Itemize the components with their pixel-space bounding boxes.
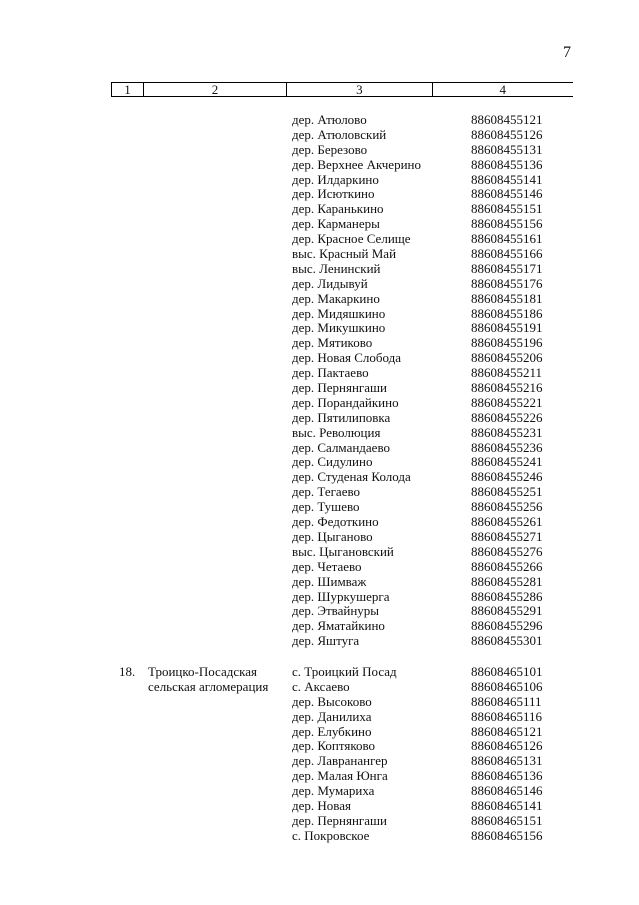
oktmo-code: 88608465101 <box>471 664 543 679</box>
table-row <box>0 127 639 142</box>
table-row <box>0 828 639 843</box>
table-row <box>0 813 639 828</box>
table-row <box>0 410 639 425</box>
table-row <box>0 350 639 365</box>
settlement-name: дер. Тушево <box>292 499 360 515</box>
oktmo-code: 88608455171 <box>471 260 543 276</box>
group-title-line-2: сельская агломерация <box>148 679 269 694</box>
oktmo-code: 88608455151 <box>471 201 543 217</box>
oktmo-code: 88608455121 <box>471 112 543 127</box>
settlement-name: дер. Сидулино <box>292 454 373 470</box>
oktmo-code: 88608455141 <box>471 171 543 187</box>
table-row <box>0 261 639 276</box>
table-row <box>0 783 639 798</box>
oktmo-code: 88608465116 <box>471 708 543 724</box>
settlement-name: дер. Шуркушерга <box>292 588 390 604</box>
table-row <box>0 425 639 440</box>
settlement-name: дер. Новая <box>292 798 351 814</box>
oktmo-code: 88608455136 <box>471 156 543 172</box>
oktmo-code: 88608455156 <box>471 216 543 232</box>
column-header-3: 3 <box>287 83 432 97</box>
settlement-name: дер. Цыганово <box>292 528 373 544</box>
table-row <box>0 454 639 469</box>
table-row <box>0 320 639 335</box>
oktmo-code: 88608455221 <box>471 394 543 410</box>
oktmo-code: 88608465131 <box>471 753 543 769</box>
table-row <box>0 709 639 724</box>
table-row <box>0 738 639 753</box>
settlement-name: дер. Порандайкино <box>292 394 399 410</box>
settlement-name: дер. Студеная Колода <box>292 469 411 485</box>
table-row <box>0 246 639 261</box>
table-row <box>0 724 639 739</box>
table-row <box>0 484 639 499</box>
settlement-name: дер. Исюткино <box>292 186 375 202</box>
column-header-4: 4 <box>432 83 573 97</box>
table-row <box>0 603 639 618</box>
oktmo-code: 88608455256 <box>471 499 543 515</box>
oktmo-code: 88608455276 <box>471 543 543 559</box>
oktmo-code: 88608455196 <box>471 335 543 351</box>
settlement-name: дер. Коптяково <box>292 738 376 754</box>
oktmo-code: 88608465106 <box>471 678 543 694</box>
settlement-name: дер. Мидяшкино <box>292 305 386 321</box>
page-number: 7 <box>563 44 571 61</box>
table-row <box>0 798 639 813</box>
settlement-name: дер. Пернянгаши <box>292 812 388 828</box>
table-row <box>0 157 639 172</box>
table-row <box>0 469 639 484</box>
table-row <box>0 514 639 529</box>
settlement-name: дер. Красное Селище <box>292 231 411 247</box>
oktmo-code: 88608465141 <box>471 798 543 814</box>
settlement-name: дер. Атюлово <box>292 112 367 127</box>
settlement-name: с. Троицкий Посад <box>292 664 397 679</box>
settlement-name: дер. Елубкино <box>292 723 372 739</box>
table-row <box>0 380 639 395</box>
settlement-name: дер. Мумариха <box>292 783 375 799</box>
oktmo-code: 88608455271 <box>471 528 543 544</box>
table-row <box>0 544 639 559</box>
table-row <box>0 529 639 544</box>
settlement-name: дер. Малая Юнга <box>292 768 388 784</box>
settlement-name: дер. Березово <box>292 141 368 157</box>
oktmo-code: 88608455246 <box>471 469 543 485</box>
oktmo-code: 88608455301 <box>471 633 543 649</box>
oktmo-code: 88608455286 <box>471 588 543 604</box>
settlement-name: дер. Яматайкино <box>292 618 385 634</box>
settlement-name: дер. Мятиково <box>292 335 373 351</box>
settlement-name: выс. Цыгановский <box>292 543 394 559</box>
oktmo-code: 88608455161 <box>471 231 543 247</box>
settlement-name: дер. Каранькино <box>292 201 384 217</box>
settlement-name: дер. Карманеры <box>292 216 380 232</box>
table-row <box>0 574 639 589</box>
oktmo-code: 88608455191 <box>471 320 543 336</box>
settlement-name: дер. Лидывуй <box>292 275 368 291</box>
settlement-name: дер. Верхнее Акчерино <box>292 156 421 172</box>
table-row <box>0 679 639 694</box>
table-row <box>0 768 639 783</box>
table-row <box>0 694 639 709</box>
settlement-name: дер. Этвайнуры <box>292 603 380 619</box>
settlement-name: дер. Микушкино <box>292 320 386 336</box>
group-number: 18. <box>119 664 136 679</box>
oktmo-code: 88608465151 <box>471 812 543 828</box>
settlement-name: дер. Лавранангер <box>292 753 388 769</box>
oktmo-code: 88608465136 <box>471 768 543 784</box>
oktmo-code: 88608465126 <box>471 738 543 754</box>
settlement-name: выс. Революция <box>292 424 381 440</box>
settlement-name: дер. Высоково <box>292 693 372 709</box>
settlement-name: дер. Новая Слобода <box>292 350 402 366</box>
settlement-name: дер. Салмандаево <box>292 439 390 455</box>
oktmo-code: 88608455236 <box>471 439 543 455</box>
column-header-table <box>111 82 573 97</box>
table-row <box>0 142 639 157</box>
oktmo-code: 88608455231 <box>471 424 543 440</box>
settlement-name: дер. Пернянгаши <box>292 380 388 396</box>
table-row <box>0 589 639 604</box>
settlement-name: дер. Четаево <box>292 558 362 574</box>
table-row <box>0 499 639 514</box>
table-row <box>0 276 639 291</box>
group-18-settlement-list <box>0 664 639 843</box>
table-row <box>0 365 639 380</box>
oktmo-code: 88608455176 <box>471 275 543 291</box>
settlement-name: дер. Данилиха <box>292 708 372 724</box>
settlement-name: дер. Тегаево <box>292 484 361 500</box>
oktmo-code: 88608465156 <box>471 827 543 843</box>
table-row <box>0 172 639 187</box>
settlement-name: дер. Яштуга <box>292 633 360 649</box>
column-header-1: 1 <box>112 83 144 97</box>
oktmo-code: 88608455281 <box>471 573 543 589</box>
table-row <box>0 186 639 201</box>
table-row <box>0 559 639 574</box>
settlement-name: дер. Илдаркино <box>292 171 379 187</box>
table-row <box>0 201 639 216</box>
settlement-name: выс. Ленинский <box>292 260 381 276</box>
oktmo-code: 88608455266 <box>471 558 543 574</box>
table-row <box>0 633 639 648</box>
settlement-name: дер. Федоткино <box>292 514 379 530</box>
table-row <box>0 291 639 306</box>
settlement-name: дер. Макаркино <box>292 290 380 306</box>
settlement-name: с. Покровское <box>292 827 370 843</box>
oktmo-code: 88608465146 <box>471 783 543 799</box>
table-row <box>0 112 639 127</box>
group-title-line-1: Троицко-Посадская <box>148 664 258 679</box>
oktmo-code: 88608455251 <box>471 484 543 500</box>
table-row <box>0 216 639 231</box>
oktmo-code: 88608455241 <box>471 454 543 470</box>
oktmo-code: 88608455146 <box>471 186 543 202</box>
table-row <box>0 753 639 768</box>
oktmo-code: 88608455216 <box>471 380 543 396</box>
oktmo-code: 88608455291 <box>471 603 543 619</box>
column-header-2: 2 <box>143 83 286 97</box>
table-row <box>0 231 639 246</box>
continued-settlement-list <box>0 112 639 648</box>
oktmo-code: 88608455206 <box>471 350 543 366</box>
oktmo-code: 88608455131 <box>471 141 543 157</box>
oktmo-code: 88608455211 <box>471 365 543 381</box>
settlement-name: дер. Шимваж <box>292 573 367 589</box>
column-header-row <box>112 83 574 97</box>
oktmo-code: 88608455186 <box>471 305 543 321</box>
oktmo-code: 88608455226 <box>471 409 543 425</box>
table-row <box>0 306 639 321</box>
settlement-name: дер. Атюловский <box>292 126 387 142</box>
oktmo-code: 88608455166 <box>471 246 543 262</box>
table-row <box>0 395 639 410</box>
oktmo-code: 88608465121 <box>471 723 543 739</box>
oktmo-code: 88608455261 <box>471 514 543 530</box>
settlement-name: с. Аксаево <box>292 678 350 694</box>
table-row <box>0 335 639 350</box>
table-row <box>0 664 639 679</box>
settlement-name: дер. Пятилиповка <box>292 409 391 425</box>
oktmo-code: 88608455296 <box>471 618 543 634</box>
settlement-name: дер. Пактаево <box>292 365 369 381</box>
table-row <box>0 618 639 633</box>
table-row <box>0 440 639 455</box>
settlement-name: выс. Красный Май <box>292 246 397 262</box>
oktmo-code: 88608455181 <box>471 290 543 306</box>
oktmo-code: 88608465111 <box>471 693 542 709</box>
oktmo-code: 88608455126 <box>471 126 543 142</box>
